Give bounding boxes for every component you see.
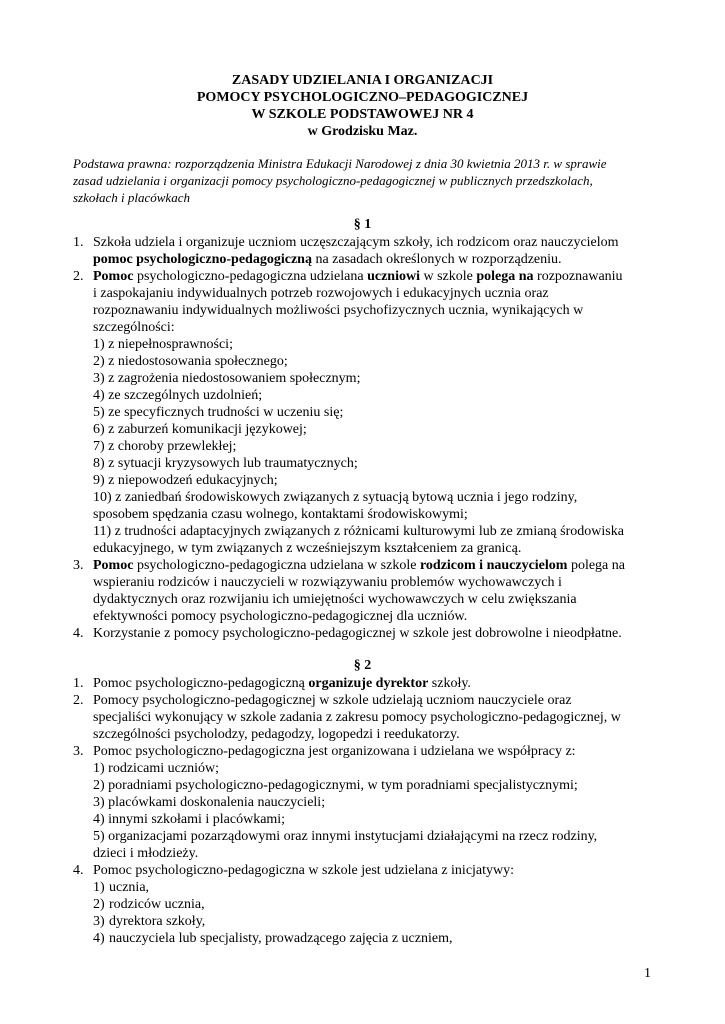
paragraph-number: 4. <box>73 863 84 878</box>
paragraph-line <box>93 269 623 285</box>
legal-basis <box>73 155 673 206</box>
paragraph-line: wspieraniu rodziców i nauczycieli w rozwiązywaniu problemów wychowawczych i <box>93 575 562 590</box>
paragraph-line: efektywności pomocy psychologiczno-pedagogicznej dla uczniów. <box>93 609 468 624</box>
list-item: sposobem spędzania czasu wolnego, kontaktami środowiskowymi; <box>93 507 468 522</box>
text: w szkole <box>419 269 477 284</box>
legal-basis-line: zasad udzielania i organizacji pomocy psychologiczno-pedagogicznej w publicznych przedszkolach, <box>73 173 593 188</box>
bold-text: Pomoc <box>93 558 134 573</box>
paragraph-number: 2. <box>73 693 84 708</box>
paragraph-number: 1. <box>73 235 84 250</box>
text: Pomoc psychologiczno-pedagogiczną <box>93 676 309 691</box>
paragraph-number: 3. <box>73 744 84 759</box>
title-line: w Grodzisku Maz. <box>307 124 418 139</box>
list-item: 11) z trudności adaptacyjnych związanych z różnicami kulturowymi lub ze zmianą środowiska <box>93 524 624 539</box>
document-title <box>0 72 725 140</box>
list-item: 9) z niepowodzeń edukacyjnych; <box>93 473 278 488</box>
paragraph-number: 4. <box>73 626 84 641</box>
paragraph-line: Korzystanie z pomocy psychologiczno-pedagogicznej w szkole jest dobrowolne i nieodpłatne. <box>93 626 622 641</box>
page-number: 1 <box>644 966 651 981</box>
list-item: 5) ze specyficznych trudności w uczeniu się; <box>93 405 344 420</box>
paragraph-number: 3. <box>73 558 84 573</box>
paragraph-line: dydaktycznych oraz rozwijaniu ich umiejętności wychowawczych w celu zwiększania <box>93 592 577 607</box>
list-item: 3) placówkami doskonalenia nauczycieli; <box>93 795 326 810</box>
section-heading: § 2 <box>353 658 372 673</box>
bold-text: pomoc psychologiczno-pedagogiczną <box>93 252 312 267</box>
paragraph-number: 2. <box>73 269 84 284</box>
list-item: 1) rodzicami uczniów; <box>93 761 219 776</box>
paragraph-line: specjaliści wykonujący w szkole zadania z zakresu pomocy psychologiczno-pedagogicznej, w <box>93 710 621 725</box>
title-line: W SZKOLE PODSTAWOWEJ NR 4 <box>251 107 474 122</box>
bold-text: polega na <box>476 269 534 284</box>
title-line: POMOCY PSYCHOLOGICZNO–PEDAGOGICZNEJ <box>196 90 529 105</box>
paragraph-line: Pomoc psychologiczno-pedagogiczna w szkole jest udzielana z inicjatywy: <box>93 863 515 878</box>
paragraph-line: i zaspokajaniu indywidualnych potrzeb rozwojowych i edukacyjnych ucznia oraz <box>93 286 549 301</box>
list-item: 3) z zagrożenia niedostosowaniem społecznym; <box>93 371 361 386</box>
text: psychologiczno-pedagogiczna udzielana w szkole <box>133 558 420 573</box>
paragraph-line <box>93 558 625 574</box>
list-item: rodziców ucznia, <box>109 897 205 912</box>
text: szkoły. <box>428 676 471 691</box>
list-item: edukacyjnego, w tym związanych z wcześniejszym kształceniem za granicą. <box>93 541 522 556</box>
legal-basis-line: Podstawa prawna: rozporządzenia Ministra Edukacji Narodowej z dnia 30 kwietnia 2013 r. w sprawie <box>73 156 607 171</box>
bold-text: uczniowi <box>367 269 420 284</box>
bold-text: rodzicom i nauczycielom <box>419 558 568 573</box>
text: polega na <box>567 558 625 573</box>
list-item-number: 2) <box>93 897 105 912</box>
list-item: 2) z niedostosowania społecznego; <box>93 354 288 369</box>
paragraph-line: szczególności psycholodzy, pedagodzy, logopedzi i reedukatorzy. <box>93 727 460 742</box>
list-item: 1) z niepełnosprawności; <box>93 337 233 352</box>
list-item-number: 4) <box>93 931 105 946</box>
text: rozpoznawaniu <box>533 269 623 284</box>
list-item: 8) z sytuacji kryzysowych lub traumatycznych; <box>93 456 358 471</box>
list-item: 4) ze szczególnych uzdolnień; <box>93 388 263 403</box>
paragraph-line: Szkoła udziela i organizuje uczniom uczęszczającym szkoły, ich rodzicom oraz nauczycielom <box>93 235 619 250</box>
text: na zasadach określonych w rozporządzeniu. <box>311 252 562 267</box>
list-item: 6) z zaburzeń komunikacji językowej; <box>93 422 307 437</box>
list-item: ucznia, <box>109 880 150 895</box>
paragraph-line: Pomoc psychologiczno-pedagogiczna jest organizowana i udzielana we współpracy z: <box>93 744 576 759</box>
list-item: 10) z zaniedbań środowiskowych związanych z sytuacją bytową ucznia i jego rodziny, <box>93 490 578 505</box>
paragraph-line: szczególności: <box>93 320 175 335</box>
list-item-number: 1) <box>93 880 105 895</box>
legal-basis-line: szkołach i placówkach <box>73 190 190 205</box>
paragraph-line <box>93 252 562 268</box>
paragraph-line <box>93 676 471 692</box>
list-item: 5) organizacjami pozarządowymi oraz innymi instytucjami działającymi na rzecz rodziny, <box>93 829 598 844</box>
list-item: 4) innymi szkołami i placówkami; <box>93 812 286 827</box>
title-line: ZASADY UDZIELANIA I ORGANIZACJI <box>231 73 494 88</box>
bold-text: Pomoc <box>93 269 134 284</box>
paragraph-line: rozpoznawaniu indywidualnych możliwości psychofizycznych ucznia, wynikających w <box>93 303 584 318</box>
list-item: dyrektora szkoły, <box>109 914 206 929</box>
text: psychologiczno-pedagogiczna udzielana <box>133 269 368 284</box>
list-item: 2) poradniami psychologiczno-pedagogicznymi, w tym poradniami specjalistycznymi; <box>93 778 578 793</box>
paragraph-line: Pomocy psychologiczno-pedagogicznej w szkole udzielają uczniom nauczyciele oraz <box>93 693 572 708</box>
list-item: 7) z choroby przewlekłej; <box>93 439 237 454</box>
bold-text: organizuje dyrektor <box>308 676 429 691</box>
list-item-number: 3) <box>93 914 105 929</box>
paragraph-number: 1. <box>73 676 84 691</box>
section-heading: § 1 <box>353 217 372 232</box>
list-item: nauczyciela lub specjalisty, prowadzącego zajęcia z uczniem, <box>109 931 453 946</box>
list-item: dzieci i młodzieży. <box>93 846 199 861</box>
